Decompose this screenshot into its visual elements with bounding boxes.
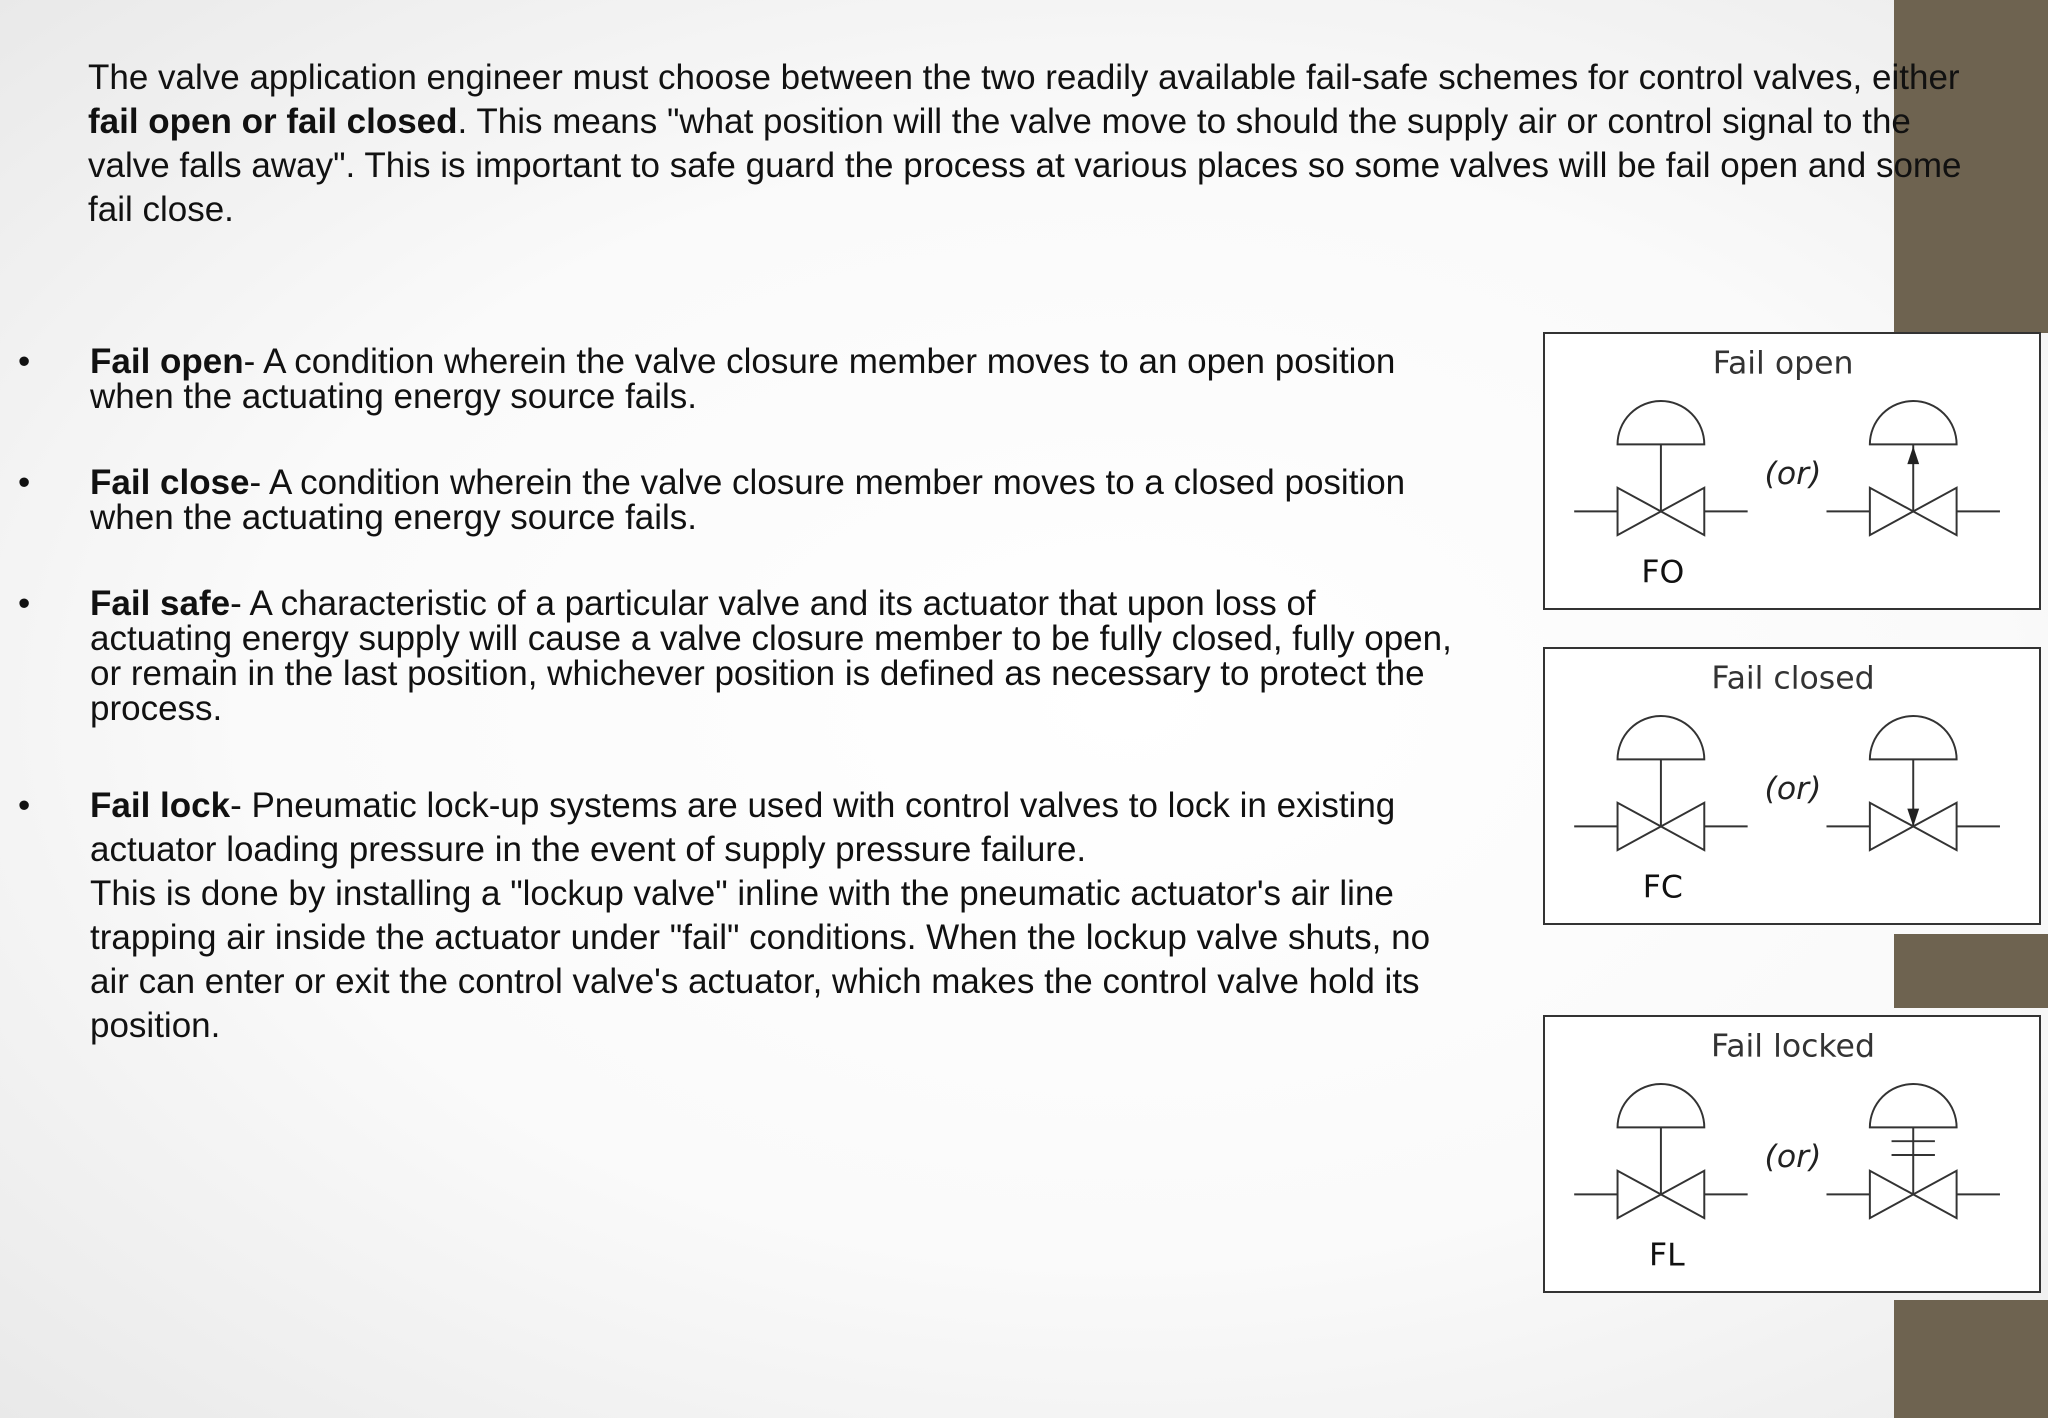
term-fail-open: Fail open	[90, 342, 244, 381]
valve-tag: FC	[1642, 869, 1683, 906]
bullet-dot: •	[18, 463, 31, 502]
fail-locked-diagram	[1543, 1015, 2041, 1293]
fail-closed-svg	[1545, 649, 2039, 923]
bullet-dot: •	[18, 786, 31, 825]
valve-symbol-left	[1574, 716, 1747, 850]
arrow-up-icon	[1907, 446, 1919, 464]
list-item-fail-lock: • Fail lock- Pneumatic lock-up systems are used with control valves to lock in existing actuator loading pressure in the event of supply pressure failure. This is done by installing a "lockup valve" inline with the pneumatic actuator's air line trapping air inside the actuator under "fail" conditions. When the lockup valve shuts, no air can enter or exit the control valve's actuator, which makes the control valve hold its position.	[18, 786, 1431, 1045]
intro-paragraph: The valve application engineer must choose between the two readily available fail-safe schemes for control valves, either fail open or fail closed. This means "what position will the valve move to should the supply air or control signal to the valve falls away". This is important to safe guard the process at various places so some valves will be fail open and some fail close.	[88, 58, 1962, 229]
fail-closed-diagram	[1543, 647, 2041, 925]
list-item-fail-safe: • Fail safe- A characteristic of a particular valve and its actuator that upon loss of actuating energy supply will cause a valve closure member to be fully closed, fully open, or remain in the last position, whichever position is defined as necessary to protect the process.	[18, 584, 1452, 728]
fail-lock-explanation: This is done by installing a "lockup valve" inline with the pneumatic actuator's air line trapping air inside the actuator under "fail" conditions. When the lockup valve shuts, no air can enter or exit the control valve's actuator, which makes the control valve hold its position.	[90, 874, 1431, 1045]
fail-open-diagram	[1543, 332, 2041, 610]
bullet-dot: •	[18, 342, 31, 381]
panel-title: Fail locked	[1711, 1028, 1875, 1065]
panel-title: Fail closed	[1711, 660, 1875, 697]
intro-bold-phrase: fail open or fail closed	[88, 102, 458, 141]
definitions-list	[0, 344, 1460, 1048]
term-fail-safe: Fail safe	[90, 584, 231, 623]
panel-title: Fail open	[1712, 345, 1854, 382]
valve-tag: FL	[1648, 1237, 1685, 1274]
term-fail-lock: Fail lock	[90, 786, 231, 825]
valve-symbol-right	[1826, 716, 1999, 850]
list-item-fail-close: • Fail close- A condition wherein the valve closure member moves to a closed position when the actuating energy source fails.	[18, 463, 1406, 537]
valve-symbol-left	[1574, 401, 1747, 535]
or-label: (or)	[1764, 770, 1822, 807]
valve-symbol-left	[1574, 1084, 1747, 1218]
fail-open-svg	[1545, 334, 2039, 608]
valve-symbol-right	[1826, 1084, 1999, 1218]
valve-tag: FO	[1641, 554, 1685, 591]
fail-locked-svg	[1545, 1017, 2039, 1291]
or-label: (or)	[1764, 455, 1822, 492]
list-item-fail-open: • Fail open- A condition wherein the valve closure member moves to an open position when the actuating energy source fails.	[18, 342, 1396, 416]
side-bar-bottom	[1894, 1300, 2048, 1418]
valve-symbol-right	[1826, 401, 1999, 535]
side-bar-middle	[1894, 934, 2048, 1008]
or-label: (or)	[1764, 1138, 1822, 1175]
term-fail-close: Fail close	[90, 463, 250, 502]
bullet-dot: •	[18, 584, 31, 623]
